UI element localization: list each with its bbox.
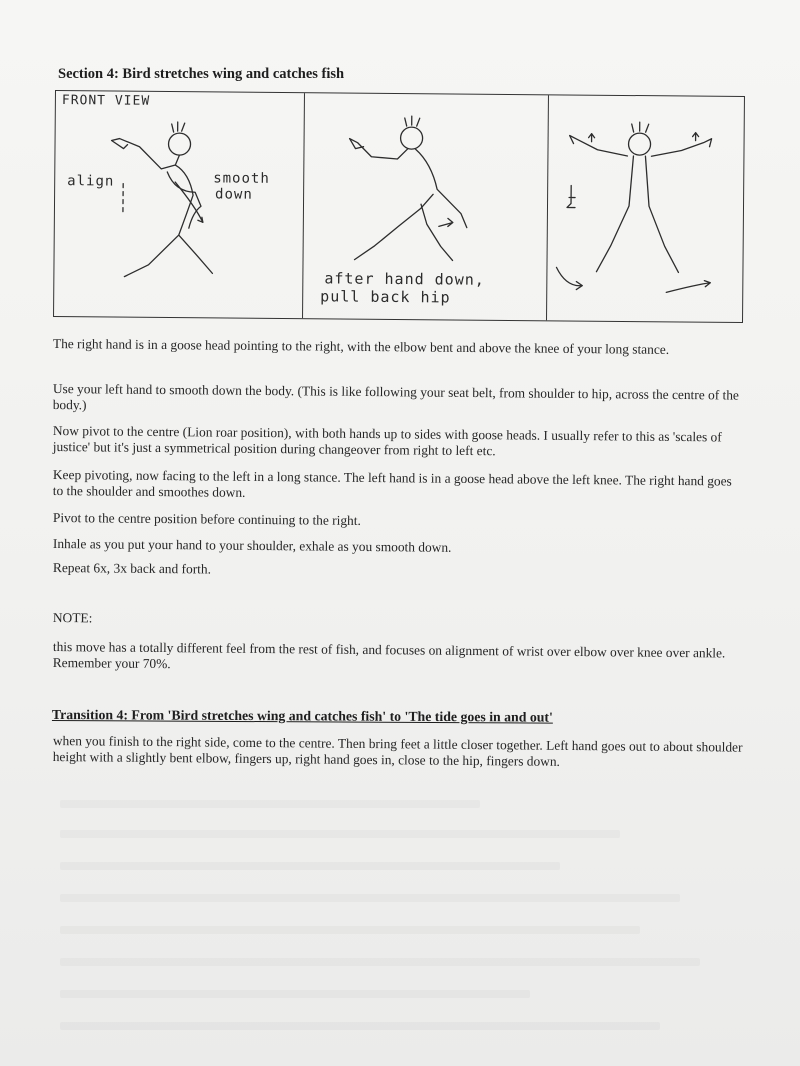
show-through-line xyxy=(60,830,620,838)
note-text: this move has a totally different feel from the rest of fish, and focuses on alignment of wrist over elbow over knee over ankle. Remember your 70%. xyxy=(52,639,726,671)
down-label: down xyxy=(215,186,253,203)
show-through-line xyxy=(60,990,530,998)
align-label: align xyxy=(67,173,115,190)
transition-text: when you finish to the right side, come to the centre. Then bring feet a little closer together. Left hand goes out to about shoulder height with a slightly bent elbow, fingers up, right hand goes in, close to the hip, fingers down. xyxy=(52,733,743,769)
illustration-panel-1 xyxy=(54,91,305,318)
illustration-panel-3 xyxy=(546,95,744,322)
paragraph-1: The right hand is in a goose head pointing to the right, with the elbow bent and above the knee of your long stance. xyxy=(52,336,670,357)
figure-pull-back-hip xyxy=(302,93,548,320)
paragraph-5: Pivot to the centre position before continuing to the right. xyxy=(52,510,361,528)
paragraph-3: Now pivot to the centre (Lion roar position), with both hands up to sides with goose heads. I usually refer to this as 'scales of justice' but it's just a symmetrical position during changeover from right to left etc. xyxy=(52,423,722,458)
show-through-line xyxy=(60,926,640,934)
pull-back-hip-caption: pull back hip xyxy=(320,287,451,307)
paragraph-4: Keep pivoting, now facing to the left in a long stance. The left hand is in a goose head above the left knee. The right hand goes to the shoulder and smoothes down. xyxy=(52,467,732,500)
smooth-label: smooth xyxy=(213,170,270,187)
paragraph-6: Inhale as you put your hand to your shoulder, exhale as you smooth down. xyxy=(52,536,452,555)
paragraph-7: Repeat 6x, 3x back and forth. xyxy=(52,560,212,577)
show-through-line xyxy=(60,800,480,808)
after-hand-down-caption: after hand down, xyxy=(324,269,485,289)
show-through-line xyxy=(60,958,700,966)
figure-goose-head-stance xyxy=(54,91,304,318)
front-view-label: FRONT VIEW xyxy=(61,93,151,109)
illustration-panel-2 xyxy=(302,93,549,320)
show-through-line xyxy=(60,1022,660,1030)
paragraph-2: Use your left hand to smooth down the body. (This is like following your seat belt, from shoulder to hip, across the centre of the body.) xyxy=(52,381,739,412)
figure-scales-of-justice xyxy=(546,95,744,322)
note-label: NOTE: xyxy=(52,610,93,626)
illustration-panels xyxy=(53,90,745,323)
show-through-line xyxy=(60,894,680,902)
show-through-line xyxy=(60,862,560,870)
transition-title: Transition 4: From 'Bird stretches wing and catches fish' to 'The tide goes in and out' xyxy=(51,707,553,725)
section-title: Section 4: Bird stretches wing and catches fish xyxy=(58,66,345,82)
